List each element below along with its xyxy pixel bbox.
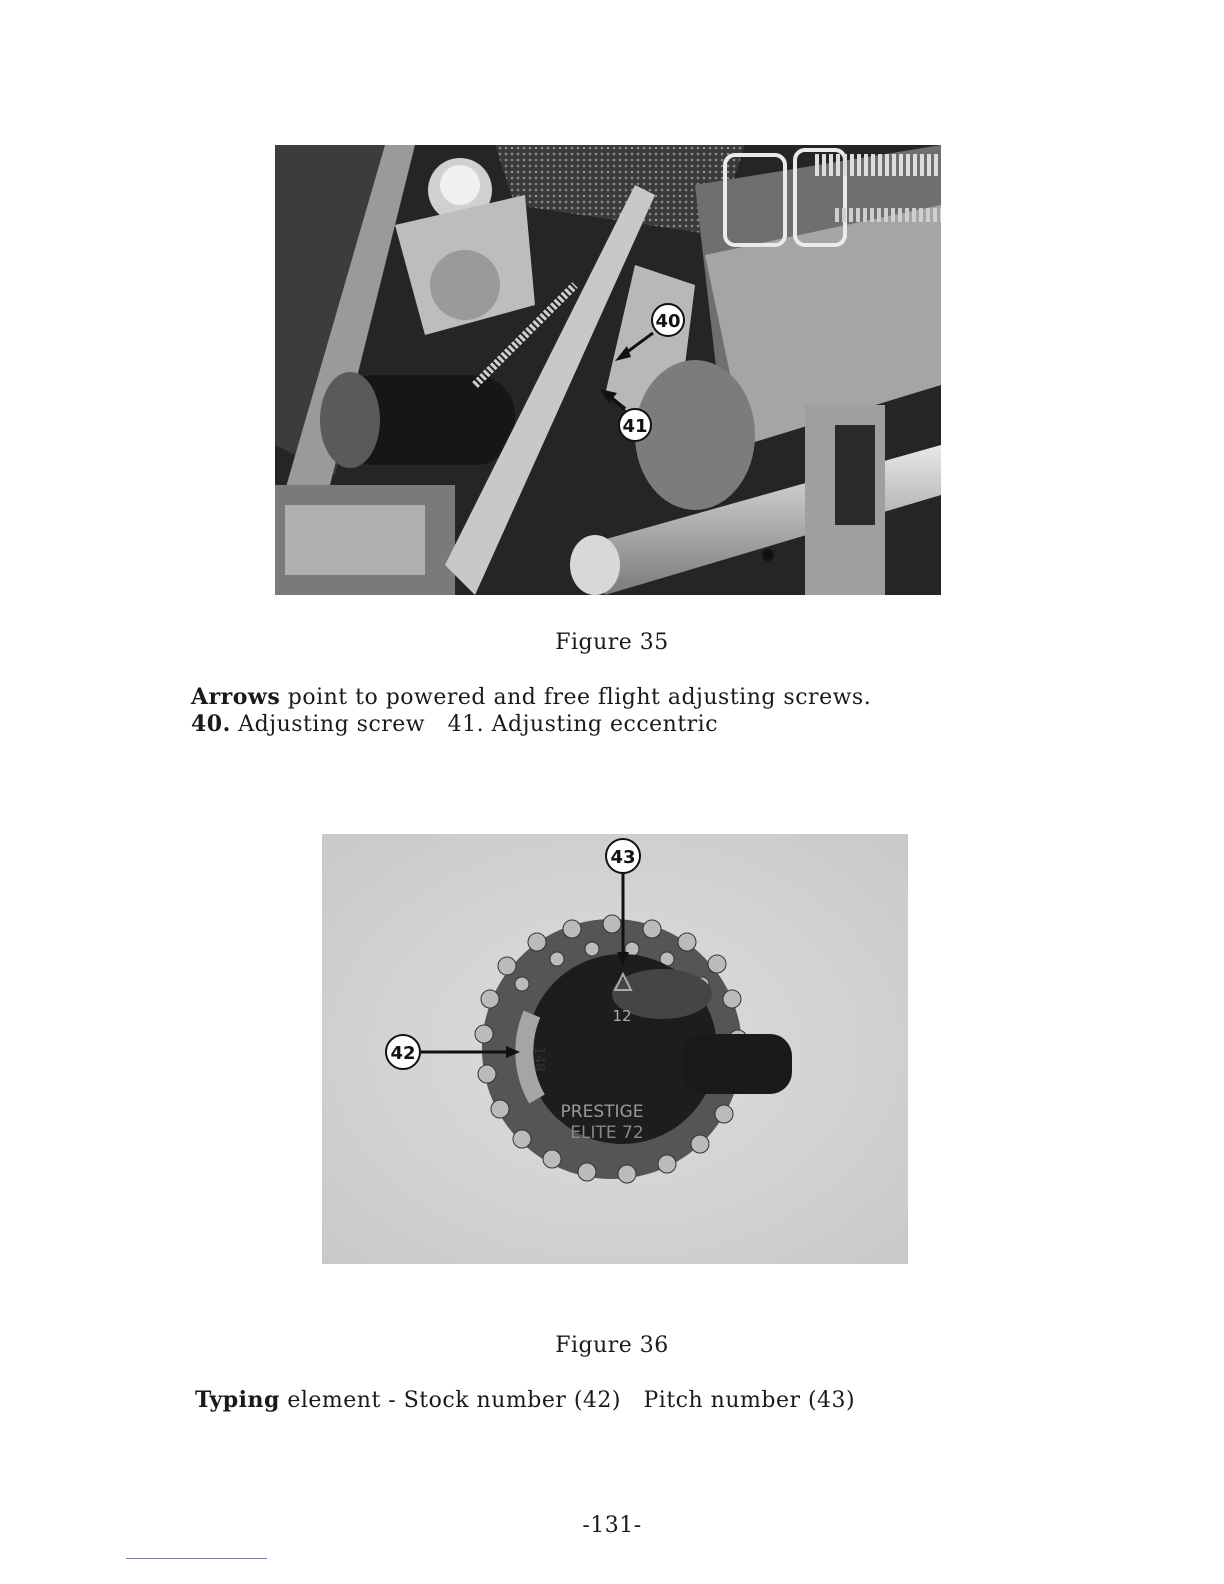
figure-35-photo [275,145,941,595]
element-pitch-number: 12 [612,1007,632,1025]
figure-35-legend [191,711,718,737]
typewriter-mechanism-image [275,145,941,595]
figure-35-caption: Figure 35 [555,630,669,655]
figure-36-description [195,1387,855,1413]
typing-element-image [322,834,908,1264]
description-lead-word: Typing [195,1387,280,1413]
callout-41-label: 41 [622,416,648,437]
description-text: element - Stock number (42) Pitch number (43) [279,1388,856,1413]
legend-41-text: 41. Adjusting eccentric [447,712,719,737]
element-name-line1: PRESTIGE [560,1102,644,1122]
description-lead-word: Arrows [191,684,281,710]
figure-35-description [191,684,871,710]
callout-43-label: 43 [610,847,636,868]
description-text: point to powered and free flight adjusting screws. [280,685,872,710]
legend-40-text: Adjusting screw [230,712,426,737]
callout-40-label: 40 [655,311,681,332]
footer-rule [126,1558,267,1559]
element-name-line2: ELITE 72 [570,1123,644,1143]
figure-36-caption: Figure 36 [555,1333,669,1358]
element-stock-number: 148 [531,1046,546,1072]
callout-42-label: 42 [390,1043,416,1064]
legend-40-number: 40. [191,711,231,737]
figure-36-photo [322,834,908,1264]
page-number: -131- [582,1513,642,1538]
